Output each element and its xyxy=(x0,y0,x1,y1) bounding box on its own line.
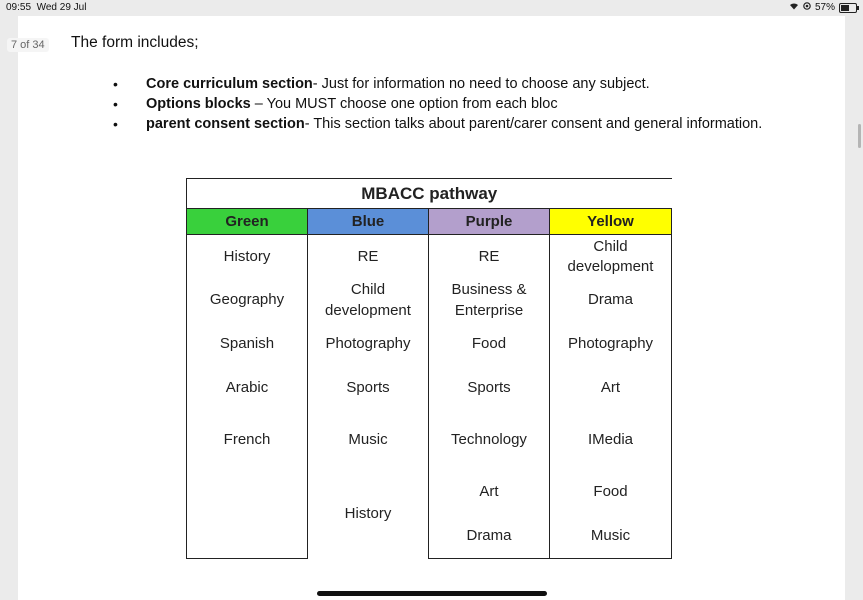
bullet-text: - This section talks about parent/carer consent and general information. xyxy=(304,116,763,132)
table-cell xyxy=(187,515,308,559)
table-row xyxy=(187,235,672,279)
table-cell xyxy=(187,471,308,515)
table-cell: Art xyxy=(550,367,672,411)
table-cell: Photography xyxy=(308,323,429,367)
battery-fill xyxy=(841,5,849,11)
table-cell: Sports xyxy=(429,367,550,411)
bullet-item xyxy=(123,74,762,94)
focus-icon xyxy=(803,2,811,13)
battery-percent: 57% xyxy=(814,2,835,13)
table-cell: Music xyxy=(308,411,429,471)
bullet-text: - Just for information no need to choose any subject. xyxy=(312,76,650,92)
status-date: Wed 29 Jul xyxy=(36,2,87,13)
header-green: Green xyxy=(187,209,308,235)
status-left xyxy=(6,2,86,13)
bullet-list xyxy=(123,74,762,134)
mbacc-table xyxy=(186,178,671,559)
bullet-item xyxy=(123,114,762,134)
table-row xyxy=(187,471,672,515)
battery-icon xyxy=(839,3,857,13)
table-cell: Business & Enterprise xyxy=(429,279,550,323)
intro-text: The form includes; xyxy=(71,34,199,51)
table-cell: Child development xyxy=(550,235,672,279)
status-time: 09:55 xyxy=(6,2,32,13)
table-cell: RE xyxy=(429,235,550,279)
bullet-bold: parent consent section xyxy=(146,116,305,132)
table-row xyxy=(187,323,672,367)
table-cell: IMedia xyxy=(550,411,672,471)
header-row xyxy=(187,209,672,235)
bullet-item xyxy=(123,94,762,114)
table-row xyxy=(187,367,672,411)
header-purple: Purple xyxy=(429,209,550,235)
table-row xyxy=(187,515,672,559)
wifi-icon xyxy=(789,2,799,13)
table-cell: Spanish xyxy=(187,323,308,367)
table-row xyxy=(187,411,672,471)
table-cell: French xyxy=(187,411,308,471)
table-cell: History xyxy=(308,471,429,559)
page-counter: 7 of 34 xyxy=(7,38,49,52)
table-cell: Drama xyxy=(429,515,550,559)
table-row xyxy=(187,279,672,323)
table-cell: Food xyxy=(429,323,550,367)
table-cell: Food xyxy=(550,471,672,515)
table-cell: RE xyxy=(308,235,429,279)
bullet-text: – You MUST choose one option from each bloc xyxy=(250,96,558,112)
table-cell: Music xyxy=(550,515,672,559)
table-cell: History xyxy=(187,235,308,279)
table-cell: Art xyxy=(429,471,550,515)
table-cell: Child development xyxy=(308,279,429,323)
home-indicator[interactable] xyxy=(317,591,547,596)
header-blue: Blue xyxy=(308,209,429,235)
bullet-bold: Options blocks xyxy=(146,96,251,112)
status-bar xyxy=(0,0,863,16)
table-cell: Photography xyxy=(550,323,672,367)
table-cell: Drama xyxy=(550,279,672,323)
table-cell: Technology xyxy=(429,411,550,471)
table-cell: Geography xyxy=(187,279,308,323)
header-yellow: Yellow xyxy=(550,209,672,235)
scrollbar-thumb[interactable] xyxy=(858,124,861,148)
table-title: MBACC pathway xyxy=(187,179,672,209)
status-right xyxy=(789,2,857,13)
bullet-bold: Core curriculum section xyxy=(146,76,313,92)
table-cell: Sports xyxy=(308,367,429,411)
table-cell: Arabic xyxy=(187,367,308,411)
